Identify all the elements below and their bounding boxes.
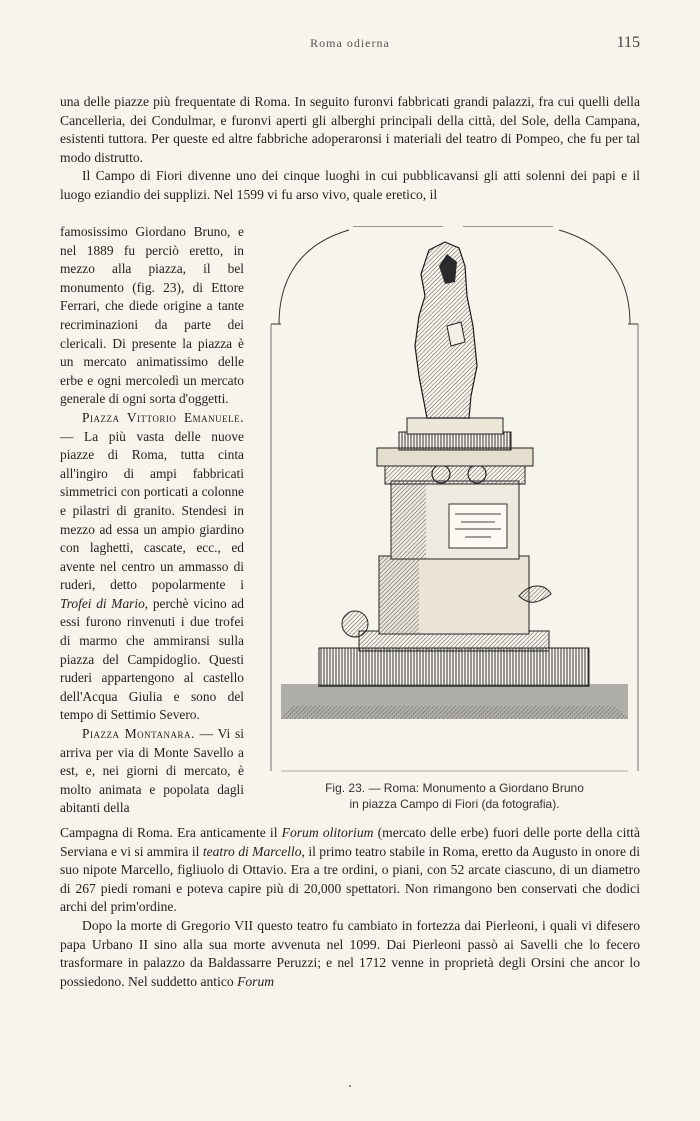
inscription-plaque [449, 504, 507, 548]
monument-engraving [269, 226, 640, 786]
forum-text-c: , il primo teatro stabile in Roma, eretto da Augusto in onore di suo nipote Marcello, figliuolo di Ottavio. Era a tre ordini, o piani, con 52 arcate ciascuno, di un diametro di 267 piedi romani e poteva capire più di 20,000 spettatori. Non rimangono ben conservati che dodici archi del prim'ordine. [60, 843, 640, 915]
page-number: 115 [616, 34, 640, 51]
forum-text-a: Campagna di Roma. Era anticamente il [60, 825, 282, 840]
paragraph-forum-olitorium [60, 824, 640, 917]
wreath-left [342, 611, 368, 637]
running-title: Roma odierna [310, 36, 390, 50]
paragraph-pierleoni [60, 917, 640, 991]
cornice-garland [385, 464, 525, 484]
paragraph-campo-di-fiori: Il Campo di Fiori divenne uno dei cinque luoghi in cui pubblicavansi gli atti solenni dei papi e il luogo eziandio dei supplizi. Nel 1599 vi fu arso vivo, quale eretico, il [60, 168, 640, 202]
figure-giordano-bruno-monument [269, 226, 640, 786]
footer-mark [349, 1085, 351, 1087]
caption-line-2: in piazza Campo di Fiori (da fotografia). [349, 797, 560, 811]
frame-arc-left [279, 230, 349, 324]
paragraph-sole-campana: una delle piazze più frequentate di Roma. In seguito furonvi fabbricati grandi palazzi, fra cui quelli della Cancelleria, dei Condulmar, e furonvi aperti gli alberghi principali della città, del Sole, della Campana, esistenti tuttora. Per queste ed altre fabbriche adoperaronsi i materiali del teatro di Pompeo, che fu per tal modo distrutto. [60, 94, 640, 165]
forum-italic-end: Forum [237, 973, 275, 989]
page-header [60, 36, 640, 56]
pedestal-step-bottom [319, 648, 589, 686]
teatro-marcello-italic: teatro di Marcello [202, 843, 302, 859]
pierleoni-text: Dopo la morte di Gregorio VII questo teatro fu cambiato in fortezza dai Pierleoni, i quali vi difesero papa Urbano II sino alla sua morte avvenuta nel 1099. Dai Pierleoni passò ai Savelli che lo fecero trasformare in palazzo da Baldassarre Peruzzi; e nel 1712 venne in proprietà degli Orsini che ancor lo possiedono. Nel suddetto antico [60, 917, 640, 989]
vittorio-text-continued: , perchè vicino ad essi furono rinvenuti i due trofei di marmo che ammiransi sulla piazza del Campidoglio. Questi ruderi appartengono al castello dell'Acqua Giulia e sono del tempo di Settimio Severo. [60, 595, 244, 723]
top-text-block [60, 93, 640, 205]
figure-caption [269, 780, 640, 812]
paragraph-giordano-bruno: famosissimo Giordano Bruno, e nel 1889 fu perciò eretto, in mezzo alla piazza, il bel monumento (fig. 23), di Ettore Ferrari, che diede origine a tante recriminazioni da parte dei clericali. Di presente la piazza è un mercato animatissimo delle erbe e ogni mercoledì un mercato generale di ogni sorta d'oggetti. [60, 224, 244, 407]
montanara-text: — Vi si arriva per via di Monte Savello a est, e, nei giorni di mercato, è molto animata e popolata dagli abitanti della [60, 726, 244, 816]
paragraph-piazza-montanara [60, 725, 244, 818]
bottom-text-block [60, 824, 640, 991]
section-heading-vittorio: Piazza Vittorio Emanuele. [82, 409, 244, 425]
vittorio-text: — La più vasta delle nuove piazze di Roma, tutta cinta all'ingiro di ampi fabbricati simmetrici con porticati a colonne e pilastri di granito. Stendesi in mezzo ad essa un ampio giardino con laghetti, cascate, ecc., ed avente nel centro un ammasso di ruderi, detto popolarmente i [60, 428, 244, 593]
section-heading-montanara: Piazza Montanara. [82, 726, 195, 742]
trofei-di-mario-italic: Trofei di Mario [60, 595, 145, 611]
forum-olitorium-italic: Forum olitorium [281, 825, 374, 840]
frame-arc-right [559, 230, 630, 324]
caption-line-1: Fig. 23. — Roma: Monumento a Giordano Bruno [325, 781, 584, 795]
paragraph-piazza-vittorio [60, 409, 244, 725]
forum-text-b: (mercato delle erbe) fuori delle porte della città Serviana e vi si ammira il [60, 825, 640, 859]
left-column-text [60, 223, 244, 818]
